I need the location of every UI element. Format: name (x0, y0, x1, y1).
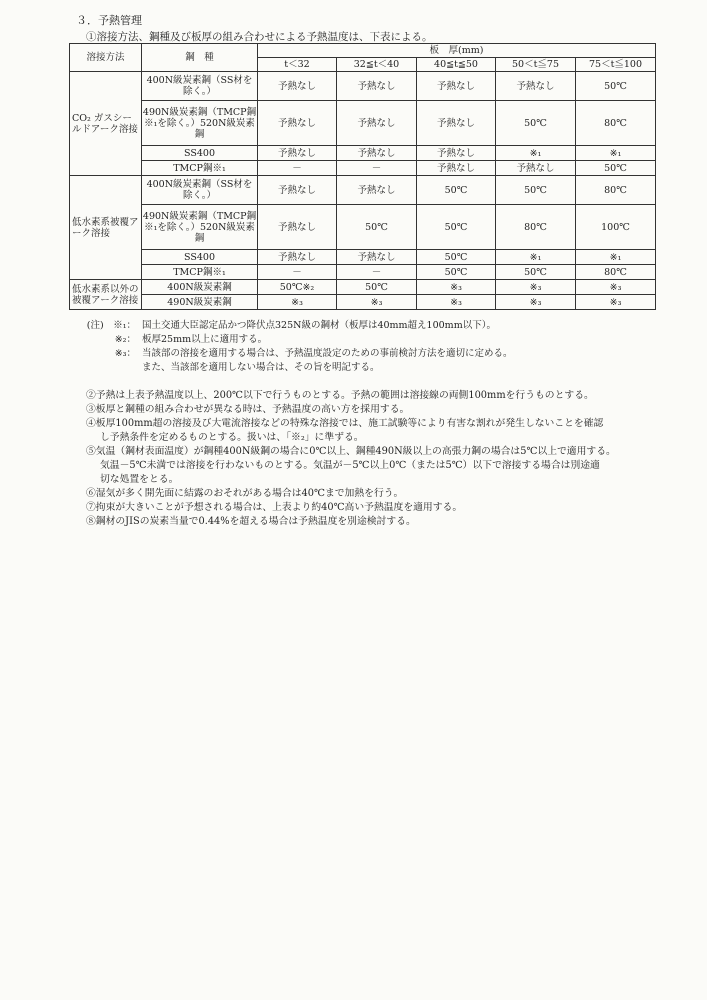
table-row (70, 295, 656, 310)
temp-cell: 予熱なし (337, 146, 417, 161)
steel-cell: TMCP鋼※₁ (142, 161, 258, 176)
point-line: ⑥湿気が多く開先面に結露のおそれがある場合は40℃まで加熱を行う。 (86, 488, 404, 499)
temp-cell: ※₁ (576, 250, 656, 265)
temp-cell: 予熱なし (337, 176, 417, 205)
temp-cell: － (337, 265, 417, 280)
temp-cell: 予熱なし (417, 101, 496, 146)
header-thickness-col: 40≦t≦50 (417, 58, 496, 72)
steel-cell: 400N級炭素鋼（SS材を除く。） (142, 176, 258, 205)
point-line-continued: し予熱条件を定めるものとする。扱いは、「※₂」に準ずる。 (100, 432, 364, 443)
steel-cell: 490N級炭素鋼 (142, 295, 258, 310)
note-3-text: 当該部の溶接を適用する場合は、予熱温度設定のための事前検討方法を適切に定める。 (142, 348, 513, 359)
temp-cell: 50℃ (576, 161, 656, 176)
note-3-label: ※₃： (114, 348, 136, 359)
point-line-continued: 気温－5℃未満では溶接を行わないものとする。気温が－5℃以上0℃（または5℃）以下で溶接する場合は別途適 (100, 460, 600, 471)
temp-cell: 予熱なし (258, 205, 337, 250)
table-row (70, 265, 656, 280)
temp-cell: 50℃ (417, 250, 496, 265)
header-thickness-col: 50＜t≦75 (496, 58, 576, 72)
temp-cell: 予熱なし (496, 161, 576, 176)
numbered-point (86, 403, 676, 417)
temp-cell: 予熱なし (337, 101, 417, 146)
note-2-label: ※₂： (114, 334, 136, 345)
point-line: ⑤気温（鋼材表面温度）が鋼種400N級鋼の場合に0℃以上、鋼種490N級以上の高張力鋼の場合は5℃以上で適用する。 (86, 446, 616, 457)
table-row (70, 72, 656, 101)
temp-cell: 50℃ (337, 280, 417, 295)
header-steel: 鋼 種 (142, 44, 258, 72)
temp-cell: 予熱なし (258, 101, 337, 146)
header-thickness-col: t＜32 (258, 58, 337, 72)
temp-cell: － (337, 161, 417, 176)
point-line: ⑦拘束が大きいことが予想される場合は、上表より約40℃高い予熱温度を適用する。 (86, 502, 463, 513)
numbered-point (86, 445, 676, 487)
numbered-point (86, 501, 676, 515)
temp-cell: － (258, 161, 337, 176)
intro-text: ①溶接方法、鋼種及び板厚の組み合わせによる予熱温度は、下表による。 (86, 31, 433, 43)
method-cell: CO₂ ガスシールドアーク溶接 (70, 72, 142, 176)
method-cell: 低水素系以外の被覆アーク溶接 (70, 280, 142, 310)
temp-cell: 予熱なし (258, 250, 337, 265)
temp-cell: 50℃ (496, 101, 576, 146)
header-thickness-col: 75＜t≦100 (576, 58, 656, 72)
table-row (70, 205, 656, 250)
steel-cell: 490N級炭素鋼（TMCP鋼※₁を除く。）520N級炭素鋼 (142, 205, 258, 250)
note-2 (78, 333, 513, 347)
preheat-table (69, 43, 656, 310)
temp-cell: ※₃ (417, 280, 496, 295)
temp-cell: ※₃ (576, 280, 656, 295)
temp-cell: 100℃ (576, 205, 656, 250)
temp-cell: 予熱なし (258, 146, 337, 161)
temp-cell: 50℃ (417, 205, 496, 250)
temp-cell: 50℃ (337, 205, 417, 250)
numbered-point (86, 417, 676, 445)
temp-cell: ※₃ (496, 280, 576, 295)
temp-cell: 80℃ (576, 176, 656, 205)
temp-cell: 予熱なし (337, 72, 417, 101)
point-line: ③板厚と鋼種の組み合わせが異なる時は、予熱温度の高い方を採用する。 (86, 404, 410, 415)
header-row (70, 44, 656, 58)
temp-cell: 50℃ (417, 265, 496, 280)
point-line: ④板厚100mm超の溶接及び大電流溶接などの特殊な溶接では、施工試験等により有害な割れが発生しないことを確認 (86, 418, 604, 429)
temp-cell: ※₃ (496, 295, 576, 310)
temp-cell: 予熱なし (417, 146, 496, 161)
point-line-continued: 切な処置をとる。 (100, 474, 179, 485)
temp-cell: 50℃ (496, 265, 576, 280)
temp-cell: ※₃ (576, 295, 656, 310)
header-thickness-col: 32≦t＜40 (337, 58, 417, 72)
header-method: 溶接方法 (70, 44, 142, 72)
point-line: ⑧鋼材のJISの炭素当量で0.44%を超える場合は予熱温度を別途検討する。 (86, 516, 416, 527)
temp-cell: 予熱なし (496, 72, 576, 101)
note-2-text: 板厚25mm以上に適用する。 (142, 334, 268, 345)
temp-cell: 50℃※₂ (258, 280, 337, 295)
temp-cell: 80℃ (576, 265, 656, 280)
table-row (70, 161, 656, 176)
steel-cell: SS400 (142, 250, 258, 265)
header-thickness: 板 厚(mm) (258, 44, 656, 58)
table-row (70, 280, 656, 295)
temp-cell: 50℃ (576, 72, 656, 101)
temp-cell: 50℃ (496, 176, 576, 205)
temp-cell: ※₁ (496, 146, 576, 161)
temp-cell: ※₃ (337, 295, 417, 310)
temp-cell: 予熱なし (417, 72, 496, 101)
steel-cell: SS400 (142, 146, 258, 161)
table-notes (78, 319, 513, 375)
table-row (70, 176, 656, 205)
temp-cell: 50℃ (417, 176, 496, 205)
table-row (70, 101, 656, 146)
temp-cell: 80℃ (576, 101, 656, 146)
table-row (70, 146, 656, 161)
numbered-point (86, 389, 676, 403)
note-3-continued (78, 361, 513, 375)
steel-cell: 490N級炭素鋼（TMCP鋼※₁を除く。）520N級炭素鋼 (142, 101, 258, 146)
note-1 (78, 319, 513, 333)
steel-cell: 400N級炭素鋼（SS材を除く。） (142, 72, 258, 101)
temp-cell: 予熱なし (258, 176, 337, 205)
table-row (70, 250, 656, 265)
note-prefix: (注) ※₁： (86, 320, 136, 331)
note-3 (78, 347, 513, 361)
numbered-points (86, 389, 676, 529)
numbered-point (86, 515, 676, 529)
temp-cell: 予熱なし (337, 250, 417, 265)
method-cell: 低水素系被覆アーク溶接 (70, 176, 142, 280)
note-3-text-2: また、当該部を適用しない場合は、その旨を明記する。 (142, 362, 380, 373)
steel-cell: TMCP鋼※₁ (142, 265, 258, 280)
temp-cell: － (258, 265, 337, 280)
temp-cell: ※₁ (576, 146, 656, 161)
temp-cell: 予熱なし (258, 72, 337, 101)
numbered-point (86, 487, 676, 501)
steel-cell: 400N級炭素鋼 (142, 280, 258, 295)
section-title: ３．予熱管理 (76, 14, 142, 27)
temp-cell: ※₁ (496, 250, 576, 265)
temp-cell: ※₃ (258, 295, 337, 310)
temp-cell: ※₃ (417, 295, 496, 310)
note-1-text: 国土交通大臣認定品かつ降伏点325N級の鋼材（板厚は40mm超え100mm以下）。 (142, 320, 496, 331)
temp-cell: 80℃ (496, 205, 576, 250)
point-line: ②予熱は上表予熱温度以上、200℃以下で行うものとする。予熱の範囲は溶接線の両側100mmを行うものとする。 (86, 390, 594, 401)
temp-cell: 予熱なし (417, 161, 496, 176)
